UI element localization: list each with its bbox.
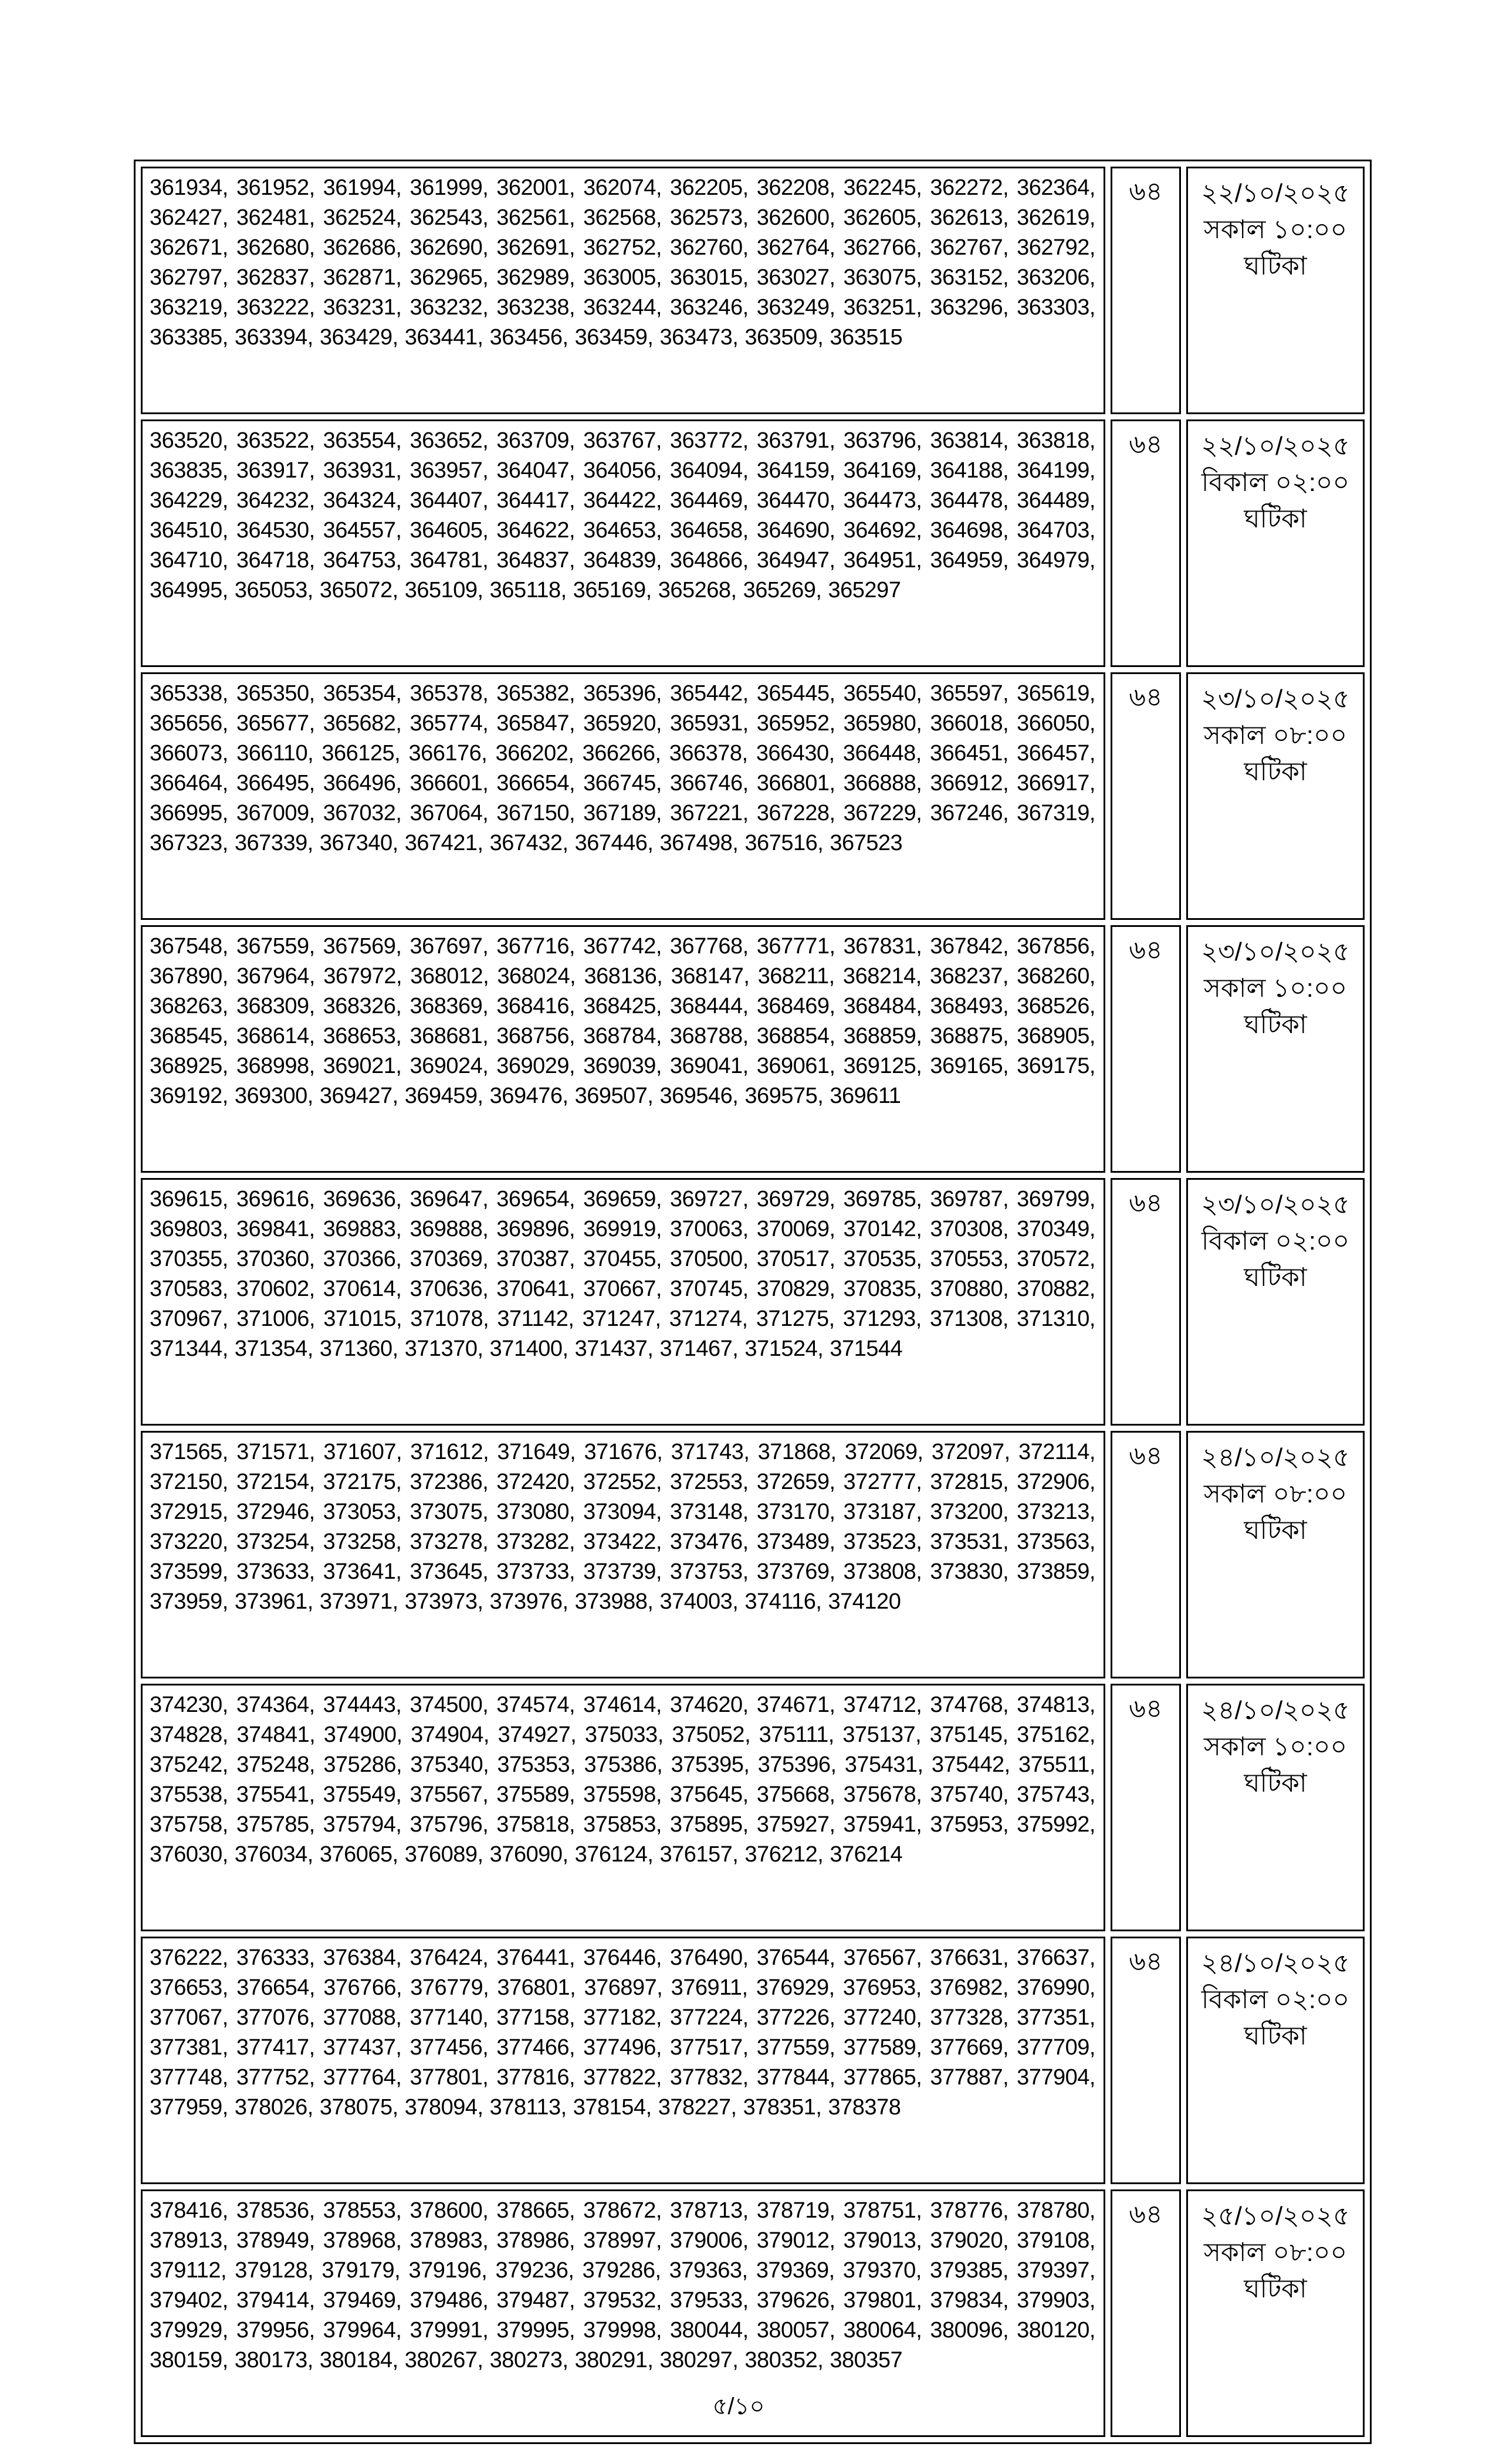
table-row [141, 1178, 1365, 1426]
table-row [141, 672, 1365, 920]
exam-time: সকাল ১০:০০ ঘটিকা [1203, 1732, 1348, 1798]
table-row [141, 925, 1365, 1173]
roll-numbers-cell: 369615, 369616, 369636, 369647, 369654, 369659, 369727, 369729, 369785, 369787, 369799, 369803, 369841, 369883, 369888, 369896, 369919, 370063, 370069, 370142, 370308, 370349, 370355, 370360, 370366, 370369, 370387, 370455, 370500, 370517, 370535, 370553, 370572, 370583, 370602, 370614, 370636, 370641, 370667, 370745, 370829, 370835, 370880, 370882, 370967, 371006, 371015, 371078, 371142, 371247, 371274, 371275, 371293, 371308, 371310, 371344, 371354, 371360, 371370, 371400, 371437, 371467, 371524, 371544 [141, 1178, 1105, 1426]
roll-numbers-cell: 367548, 367559, 367569, 367697, 367716, 367742, 367768, 367771, 367831, 367842, 367856, 367890, 367964, 367972, 368012, 368024, 368136, 368147, 368211, 368214, 368237, 368260, 368263, 368309, 368326, 368369, 368416, 368425, 368444, 368469, 368484, 368493, 368526, 368545, 368614, 368653, 368681, 368756, 368784, 368788, 368854, 368859, 368875, 368905, 368925, 368998, 369021, 369024, 369029, 369039, 369041, 369061, 369125, 369165, 369175, 369192, 369300, 369427, 369459, 369476, 369507, 369546, 369575, 369611 [141, 925, 1105, 1173]
candidate-count-cell: ৬৪ [1111, 1937, 1181, 2184]
exam-datetime-cell [1186, 1684, 1365, 1931]
roll-numbers-cell: 361934, 361952, 361994, 361999, 362001, 362074, 362205, 362208, 362245, 362272, 362364, 362427, 362481, 362524, 362543, 362561, 362568, 362573, 362600, 362605, 362613, 362619, 362671, 362680, 362686, 362690, 362691, 362752, 362760, 362764, 362766, 362767, 362792, 362797, 362837, 362871, 362965, 362989, 363005, 363015, 363027, 363075, 363152, 363206, 363219, 363222, 363231, 363232, 363238, 363244, 363246, 363249, 363251, 363296, 363303, 363385, 363394, 363429, 363441, 363456, 363459, 363473, 363509, 363515 [141, 167, 1105, 414]
roll-numbers-cell: 378416, 378536, 378553, 378600, 378665, 378672, 378713, 378719, 378751, 378776, 378780, 378913, 378949, 378968, 378983, 378986, 378997, 379006, 379012, 379013, 379020, 379108, 379112, 379128, 379179, 379196, 379236, 379286, 379363, 379369, 379370, 379385, 379397, 379402, 379414, 379469, 379486, 379487, 379532, 379533, 379626, 379801, 379834, 379903, 379929, 379956, 379964, 379991, 379995, 379998, 380044, 380057, 380064, 380096, 380120, 380159, 380173, 380184, 380267, 380273, 380291, 380297, 380352, 380357 [141, 2189, 1105, 2437]
exam-datetime-cell [1186, 925, 1365, 1173]
exam-time: সকাল ১০:০০ ঘটিকা [1203, 215, 1348, 280]
exam-datetime-cell [1186, 1937, 1365, 2184]
candidate-count-cell: ৬৪ [1111, 1431, 1181, 1678]
exam-date: ২৩/১০/২০২৫ [1201, 1190, 1350, 1219]
exam-date: ২৩/১০/২০২৫ [1201, 685, 1350, 713]
exam-time: সকাল ১০:০০ ঘটিকা [1203, 974, 1348, 1039]
table-row [141, 1431, 1365, 1678]
roll-numbers-cell: 374230, 374364, 374443, 374500, 374574, 374614, 374620, 374671, 374712, 374768, 374813, 374828, 374841, 374900, 374904, 374927, 375033, 375052, 375111, 375137, 375145, 375162, 375242, 375248, 375286, 375340, 375353, 375386, 375395, 375396, 375431, 375442, 375511, 375538, 375541, 375549, 375567, 375589, 375598, 375645, 375668, 375678, 375740, 375743, 375758, 375785, 375794, 375796, 375818, 375853, 375895, 375927, 375941, 375953, 375992, 376030, 376034, 376065, 376089, 376090, 376124, 376157, 376212, 376214 [141, 1684, 1105, 1931]
exam-time: বিকাল ০২:০০ ঘটিকা [1201, 1985, 1350, 2050]
exam-time: সকাল ০৮:০০ ঘটিকা [1203, 721, 1348, 786]
roll-numbers-cell: 371565, 371571, 371607, 371612, 371649, 371676, 371743, 371868, 372069, 372097, 372114, 372150, 372154, 372175, 372386, 372420, 372552, 372553, 372659, 372777, 372815, 372906, 372915, 372946, 373053, 373075, 373080, 373094, 373148, 373170, 373187, 373200, 373213, 373220, 373254, 373258, 373278, 373282, 373422, 373476, 373489, 373523, 373531, 373563, 373599, 373633, 373641, 373645, 373733, 373739, 373753, 373769, 373808, 373830, 373859, 373959, 373961, 373971, 373973, 373976, 373988, 374003, 374116, 374120 [141, 1431, 1105, 1678]
candidate-count-cell: ৬৪ [1111, 925, 1181, 1173]
exam-datetime-cell [1186, 419, 1365, 667]
candidate-count-cell: ৬৪ [1111, 2189, 1181, 2437]
candidate-count-cell: ৬৪ [1111, 419, 1181, 667]
exam-date: ২২/১০/২০২৫ [1201, 432, 1350, 461]
exam-date: ২৪/১০/২০২৫ [1201, 1696, 1350, 1725]
exam-date: ২৫/১০/২০২৫ [1201, 2202, 1350, 2231]
exam-datetime-cell [1186, 1178, 1365, 1426]
exam-datetime-cell [1186, 167, 1365, 414]
page-number: ৫/১০ [712, 2394, 765, 2419]
candidate-count-cell: ৬৪ [1111, 1684, 1181, 1931]
table-row [141, 1937, 1365, 2184]
table-row [141, 419, 1365, 667]
candidate-count-cell: ৬৪ [1111, 672, 1181, 920]
candidate-count-cell: ৬৪ [1111, 1178, 1181, 1426]
exam-date: ২৪/১০/২০২৫ [1201, 1949, 1350, 1978]
exam-datetime-cell [1186, 672, 1365, 920]
exam-time: সকাল ০৮:০০ ঘটিকা [1203, 1480, 1348, 1545]
exam-date: ২৩/১০/২০২৫ [1201, 937, 1350, 966]
exam-schedule-table-body [141, 167, 1365, 2437]
exam-time: বিকাল ০২:০০ ঘটিকা [1201, 1227, 1350, 1292]
exam-time: সকাল ০৮:০০ ঘটিকা [1203, 2238, 1348, 2303]
candidate-count-cell: ৬৪ [1111, 167, 1181, 414]
roll-numbers-cell: 363520, 363522, 363554, 363652, 363709, 363767, 363772, 363791, 363796, 363814, 363818, 363835, 363917, 363931, 363957, 364047, 364056, 364094, 364159, 364169, 364188, 364199, 364229, 364232, 364324, 364407, 364417, 364422, 364469, 364470, 364473, 364478, 364489, 364510, 364530, 364557, 364605, 364622, 364653, 364658, 364690, 364692, 364698, 364703, 364710, 364718, 364753, 364781, 364837, 364839, 364866, 364947, 364951, 364959, 364979, 364995, 365053, 365072, 365109, 365118, 365169, 365268, 365269, 365297 [141, 419, 1105, 667]
exam-time: বিকাল ০২:০০ ঘটিকা [1201, 468, 1350, 533]
roll-numbers-cell: 376222, 376333, 376384, 376424, 376441, 376446, 376490, 376544, 376567, 376631, 376637, 376653, 376654, 376766, 376779, 376801, 376897, 376911, 376929, 376953, 376982, 376990, 377067, 377076, 377088, 377140, 377158, 377182, 377224, 377226, 377240, 377328, 377351, 377381, 377417, 377437, 377456, 377466, 377496, 377517, 377559, 377589, 377669, 377709, 377748, 377752, 377764, 377801, 377816, 377822, 377832, 377844, 377865, 377887, 377904, 377959, 378026, 378075, 378094, 378113, 378154, 378227, 378351, 378378 [141, 1937, 1105, 2184]
table-row [141, 1684, 1365, 1931]
exam-schedule-table [134, 160, 1372, 2444]
exam-date: ২৪/১০/২০২৫ [1201, 1443, 1350, 1472]
table-row [141, 167, 1365, 414]
exam-datetime-cell [1186, 1431, 1365, 1678]
roll-numbers-cell: 365338, 365350, 365354, 365378, 365382, 365396, 365442, 365445, 365540, 365597, 365619, 365656, 365677, 365682, 365774, 365847, 365920, 365931, 365952, 365980, 366018, 366050, 366073, 366110, 366125, 366176, 366202, 366266, 366378, 366430, 366448, 366451, 366457, 366464, 366495, 366496, 366601, 366654, 366745, 366746, 366801, 366888, 366912, 366917, 366995, 367009, 367032, 367064, 367150, 367189, 367221, 367228, 367229, 367246, 367319, 367323, 367339, 367340, 367421, 367432, 367446, 367498, 367516, 367523 [141, 672, 1105, 920]
exam-date: ২২/১০/২০২৫ [1201, 179, 1350, 208]
